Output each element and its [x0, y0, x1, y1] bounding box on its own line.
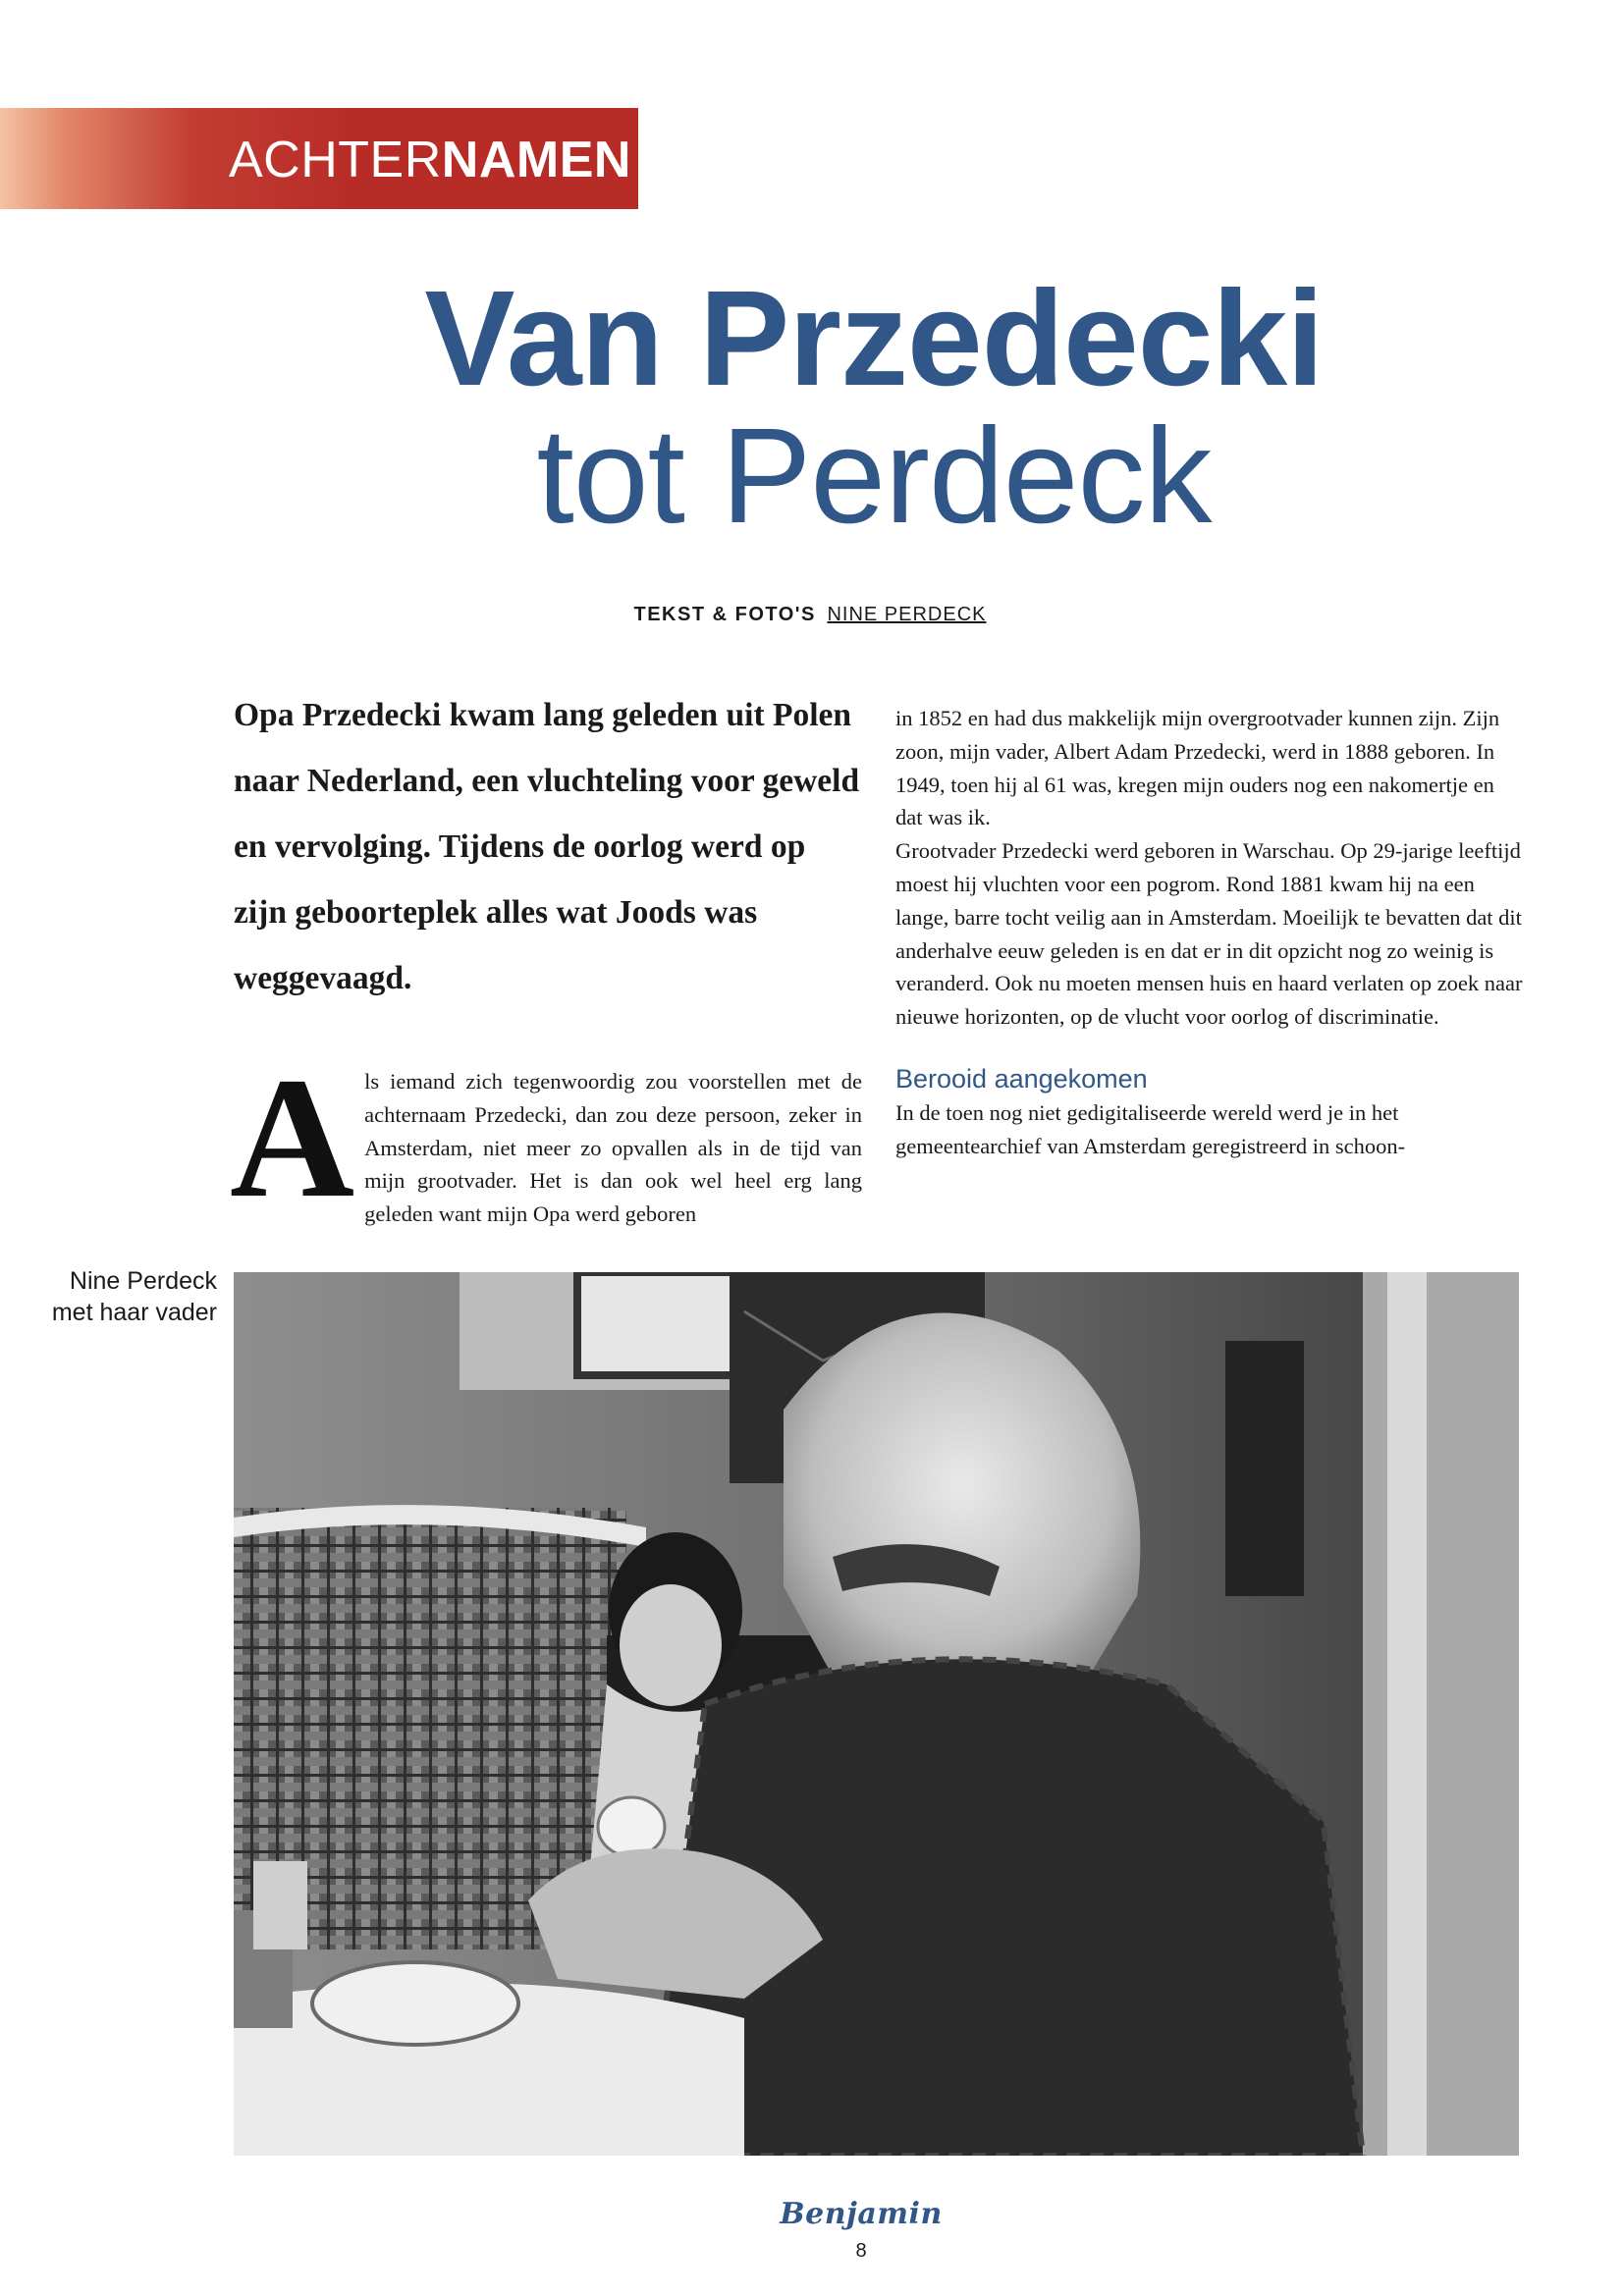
body-paragraph: Grootvader Przedecki werd geboren in Warschau. Op 29-jarige leeftijd moest hij vluchten voor een pogrom. Rond 1881 kwam hij na een lange, barre tocht veilig aan in Amsterdam. Moeilijk te bevatten dat dit anderhalve eeuw geleden is en dat er in dit opzicht nog zo weinig is veranderd. Ook nu moeten mensen huis en haard verlaten op zoek naar nieuwe horizonten, op de vlucht voor oorlog of discriminatie.: [895, 838, 1523, 1030]
body-column-right: [895, 702, 1524, 1163]
body-paragraph: in 1852 en had dus makkelijk mijn overgrootvader kunnen zijn. Zijn zoon, mijn vader, Albert Adam Przedecki, werd in 1888 geboren. In 1949, toen hij al 61 was, kregen mijn ouders nog een nakomertje en dat was ik.: [895, 706, 1500, 830]
article-photo: [234, 1272, 1519, 2156]
section-label: [229, 126, 631, 194]
page-number: 8: [855, 2240, 867, 2262]
photo-caption: [52, 1265, 217, 1328]
body-paragraph: In de toen nog niet gedigitaliseerde wereld werd je in het gemeentearchief van Amsterdam geregistreerd in schoon-: [895, 1099, 1406, 1158]
drop-cap: A: [230, 1042, 355, 1234]
magazine-logo: Benjamin: [780, 2197, 943, 2231]
article-title-line2: tot Perdeck: [536, 400, 1212, 552]
section-label-light: ACHTER: [229, 132, 442, 188]
article-intro: Opa Przedecki kwam lang geleden uit Polen naar Nederland, een vluchteling voor geweld en vervolging. Tijdens de oorlog werd op zijn geboorteplek alles wat Joods was weggevaagd.: [234, 697, 860, 996]
caption-line: met haar vader: [51, 1299, 217, 1326]
credit-label: TEKST & FOTO'S: [633, 604, 816, 625]
credit-author: NINE PERDECK: [827, 604, 987, 625]
article-credit: [491, 604, 1129, 626]
subheading: Berooid aangekomen: [895, 1063, 1148, 1094]
photo-illustration: [234, 1272, 1519, 2156]
caption-line: Nine Perdeck: [69, 1267, 217, 1295]
body-left-text: ls iemand zich tegenwoordig zou voorstellen met de achternaam Przedecki, dan zou deze persoon, zeker in Amsterdam, niet meer zo opvallen als in de tijd van mijn grootvader. Het is dan ook wel heel erg lang geleden want mijn Opa werd geboren: [364, 1069, 862, 1227]
section-label-bold: NAMEN: [441, 132, 631, 188]
body-column-left: [230, 1042, 862, 1234]
article-title-line1: Van Przedecki: [424, 263, 1324, 414]
